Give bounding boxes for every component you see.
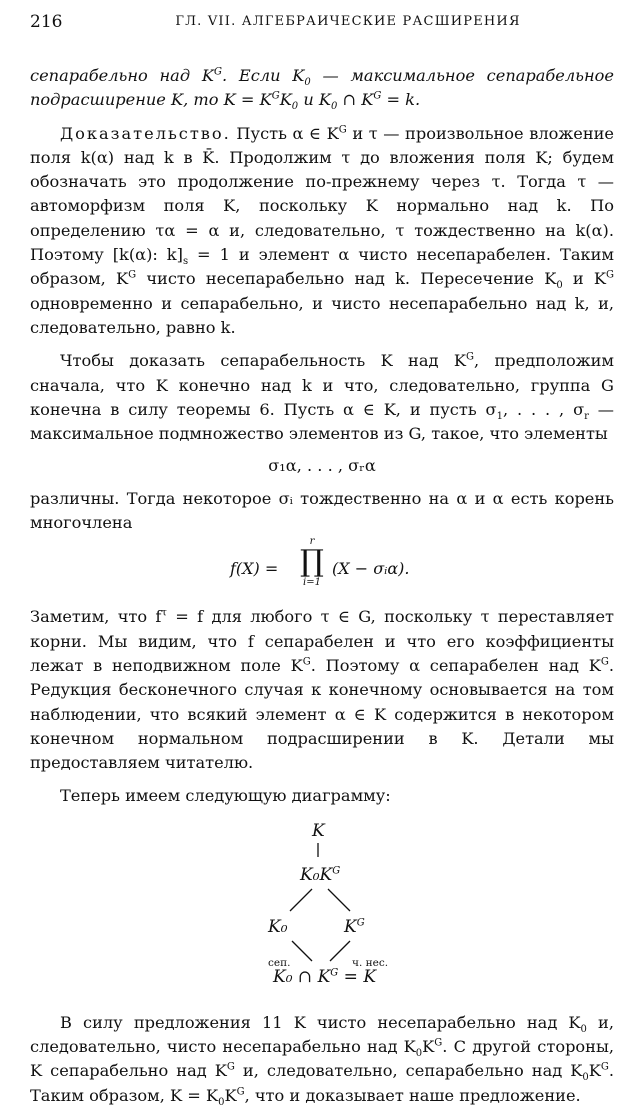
- diagram-node-KG: $K^G$: [344, 916, 365, 937]
- diagram-node-K: K: [312, 820, 325, 841]
- proof-conclusion: В силу предложения 11 K чисто несепарабельно над $K_0$ и, следовательно, чисто несепарабельно над $K_0K^G$. С другой стороны, K сепарабельно над $K^G$ и, следовательно, сепарабельно над $K_0K^G$. Таким образом, $K = K_0K^G$, что и доказывает наше предложение.: [30, 1012, 615, 1108]
- proof-paragraph-1: Доказательство. Пусть α ∈ $K^G$ и τ — произвольное вложение поля k(α) над k в K̄. Продолжим τ до вложения поля K; будем обозначать это продолжение по-прежнему через τ. Тогда τ — автоморфизм поля K, поскольку K нормально над k. По определению τα = α и, следовательно, τ тождественно на k(α). Поэтому [k(α): $k]_s = 1$ и элемент α чисто несепарабелен. Таким образом, $K^G$ чисто несепарабельно над k. Пересечение $K_0$ и $K^G$ одновременно и сепарабельно, и чисто несепарабельно над k, и, следовательно, равно k.: [30, 123, 615, 337]
- line-left-bottom: [292, 941, 312, 961]
- product-symbol: ∏: [300, 544, 324, 580]
- product-lower-limit: i=1: [303, 577, 321, 589]
- proof-paragraph-3: различны. Тогда некоторое σᵢ тождественно на α и α есть корень многочлена: [30, 488, 614, 533]
- line-middle-right: [328, 889, 350, 911]
- diagram-label-separable: сеп.: [268, 956, 291, 969]
- proof-paragraph-2: Чтобы доказать сепарабельность K над $K^G$, предположим сначала, что K конечно над k и что, следовательно, группа G конечна в силу теоремы 6. Пусть α ∈ K, и пусть $\sigma_1$, . . . , $\sigma_r$ — максимальное подмножество элементов из G, такое, что элементы: [30, 351, 614, 444]
- page-body: [30, 64, 614, 1108]
- formula-rhs: (X − σᵢα).: [332, 559, 410, 579]
- product-upper-limit: r: [309, 536, 315, 548]
- formula-sigma-list: σ₁α, . . . , σᵣα: [268, 456, 376, 476]
- page-header: [30, 12, 616, 36]
- line-middle-left: [290, 889, 312, 911]
- diagram-node-K0: K₀: [268, 916, 288, 937]
- diagram-node-K0KG: $K_0K^G$: [300, 864, 341, 885]
- diagram-label-purely-inseparable: ч. нес.: [352, 956, 389, 969]
- line-right-bottom: [330, 941, 350, 961]
- proof-label: Доказательство.: [60, 123, 231, 143]
- diagram-node-intersection: K₀ ∩ $K^G = K$: [273, 966, 377, 987]
- proof-paragraph-4: Заметим, что $f^\tau = f$ для любого τ ∈ G, поскольку τ переставляет корни. Мы видим, что f сепарабелен и что его коэффициенты лежат в неподвижном поле $K^G$. Поэтому α сепарабелен над $K^G$. Редукция бесконечного случая к конечному основывается на том наблюдении, что всякий элемент α ∈ K содержится в некотором конечном нормальном подрасширении в K. Детали мы предоставляем читателю.: [30, 607, 614, 773]
- product-operator: [297, 537, 327, 589]
- proposition-ending: сепарабельно над $K^G$. Если $K_0$ — максимальное сепарабельное подрасширение K, то $K = K^GK_0$ и $K_0$ ∩ $K^G = k$.: [30, 66, 614, 113]
- page-number: 216: [30, 12, 63, 32]
- field-diagram: [30, 813, 614, 1011]
- diagram-intro: Теперь имеем следующую диаграмму:: [60, 786, 391, 806]
- formula-lhs: f(X) =: [230, 559, 279, 579]
- chapter-title: ГЛ. VII. АЛГЕБРАИЧЕСКИЕ РАСШИРЕНИЯ: [175, 14, 521, 29]
- formula-product: [30, 537, 614, 601]
